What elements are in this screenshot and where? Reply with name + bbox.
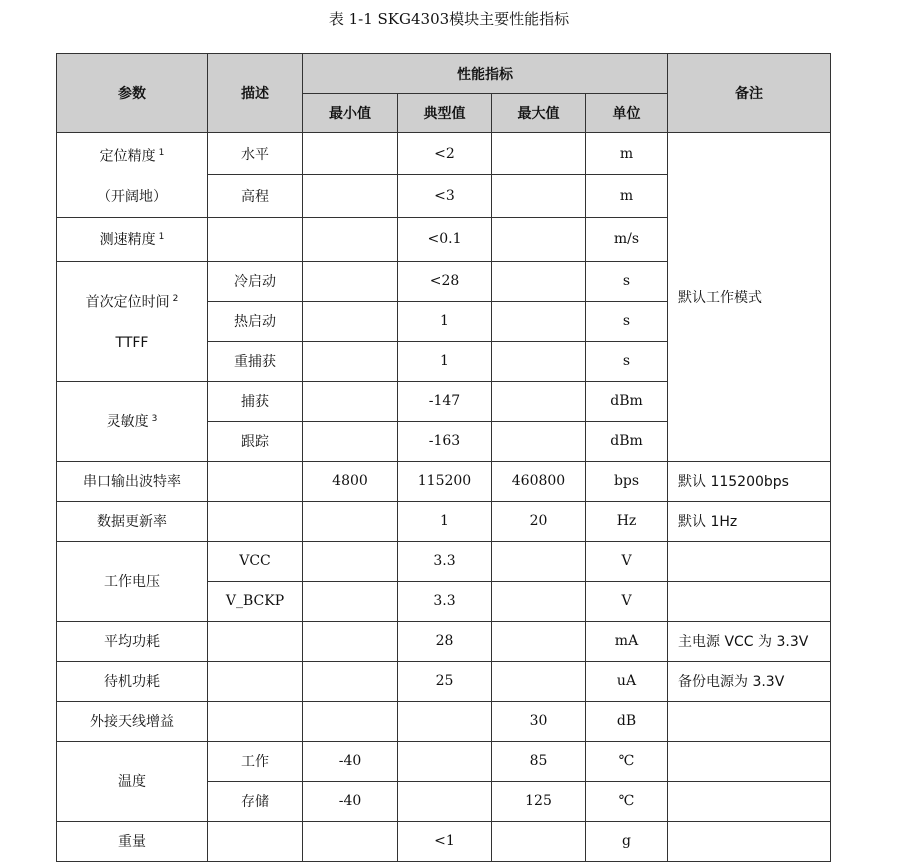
footnote-mark: 1 [158, 231, 165, 242]
unit-cell: dBm [586, 421, 668, 461]
min-cell [303, 501, 398, 541]
unit-cell: dBm [586, 381, 668, 421]
note-cell: 主电源 VCC 为 3.3V [668, 621, 831, 661]
desc-cell [208, 461, 303, 501]
max-cell [492, 581, 586, 621]
max-cell [492, 175, 586, 217]
header-param: 参数 [57, 54, 208, 133]
note-cell [668, 541, 831, 581]
header-note: 备注 [668, 54, 831, 133]
typ-cell: -163 [398, 421, 492, 461]
min-cell [303, 341, 398, 381]
header-desc: 描述 [208, 54, 303, 133]
param-cell: 数据更新率 [57, 501, 208, 541]
param-cell-volt: 工作电压 [57, 541, 208, 621]
note-cell [668, 581, 831, 621]
typ-cell: -147 [398, 381, 492, 421]
max-cell [492, 421, 586, 461]
min-cell [303, 175, 398, 217]
typ-cell: 1 [398, 301, 492, 341]
table-caption: 表 1-1 SKG4303模块主要性能指标 [328, 10, 570, 28]
unit-cell: dB [586, 701, 668, 741]
note-cell-default: 默认工作模式 [668, 133, 831, 462]
min-cell [303, 821, 398, 861]
param-label: 测速精度 [99, 232, 156, 249]
min-cell [303, 541, 398, 581]
desc-cell: 工作 [208, 741, 303, 781]
max-cell: 85 [492, 741, 586, 781]
typ-cell: <2 [398, 133, 492, 175]
desc-cell: 高程 [208, 175, 303, 217]
max-cell [492, 381, 586, 421]
note-cell [668, 821, 831, 861]
header-typ: 典型值 [398, 94, 492, 133]
header-unit: 单位 [586, 94, 668, 133]
unit-cell: s [586, 341, 668, 381]
param-cell [57, 217, 208, 261]
param-label: 定位精度 [99, 148, 156, 165]
max-cell [492, 661, 586, 701]
min-cell: 4800 [303, 461, 398, 501]
min-cell [303, 301, 398, 341]
param-cell: 待机功耗 [57, 661, 208, 701]
param-label: 灵敏度 [106, 414, 149, 431]
typ-cell: 3.3 [398, 581, 492, 621]
header-max: 最大值 [492, 94, 586, 133]
footnote-mark: 1 [158, 148, 165, 158]
note-cell: 默认 1Hz [668, 501, 831, 541]
param-sublabel: （开阔地） [97, 188, 167, 205]
typ-cell: 28 [398, 621, 492, 661]
typ-cell [398, 701, 492, 741]
max-cell [492, 541, 586, 581]
desc-cell: 冷启动 [208, 261, 303, 301]
desc-cell [208, 821, 303, 861]
desc-cell: 水平 [208, 133, 303, 175]
typ-cell: <3 [398, 175, 492, 217]
max-cell: 30 [492, 701, 586, 741]
param-cell-ttff [57, 261, 208, 381]
max-cell [492, 821, 586, 861]
max-cell: 460800 [492, 461, 586, 501]
unit-cell: V [586, 581, 668, 621]
min-cell [303, 261, 398, 301]
max-cell: 20 [492, 501, 586, 541]
param-cell: 串口输出波特率 [57, 461, 208, 501]
typ-cell: 1 [398, 341, 492, 381]
unit-cell: bps [586, 461, 668, 501]
min-cell [303, 421, 398, 461]
min-cell [303, 217, 398, 261]
min-cell [303, 661, 398, 701]
desc-cell [208, 621, 303, 661]
header-perf: 性能指标 [303, 54, 668, 94]
spec-table [56, 53, 831, 862]
typ-cell: 3.3 [398, 541, 492, 581]
param-cell-sens [57, 381, 208, 461]
min-cell [303, 621, 398, 661]
footnote-mark: 3 [151, 413, 158, 424]
min-cell [303, 701, 398, 741]
max-cell: 125 [492, 781, 586, 821]
desc-cell: 存储 [208, 781, 303, 821]
param-cell: 平均功耗 [57, 621, 208, 661]
unit-cell: Hz [586, 501, 668, 541]
desc-cell: 捕获 [208, 381, 303, 421]
param-cell: 外接天线增益 [57, 701, 208, 741]
max-cell [492, 341, 586, 381]
desc-cell [208, 701, 303, 741]
typ-cell: 25 [398, 661, 492, 701]
typ-cell: <0.1 [398, 217, 492, 261]
max-cell [492, 217, 586, 261]
typ-cell [398, 741, 492, 781]
desc-cell [208, 501, 303, 541]
desc-cell: 重捕获 [208, 341, 303, 381]
param-sublabel: TTFF [115, 334, 149, 351]
note-cell [668, 701, 831, 741]
typ-cell [398, 781, 492, 821]
param-cell: 重量 [57, 821, 208, 861]
note-cell [668, 781, 831, 821]
min-cell [303, 381, 398, 421]
unit-cell: m/s [586, 217, 668, 261]
unit-cell: ℃ [586, 781, 668, 821]
desc-cell: 跟踪 [208, 421, 303, 461]
note-cell: 默认 115200bps [668, 461, 831, 501]
typ-cell: <28 [398, 261, 492, 301]
unit-cell: ℃ [586, 741, 668, 781]
unit-cell: uA [586, 661, 668, 701]
unit-cell: m [586, 175, 668, 217]
note-cell: 备份电源为 3.3V [668, 661, 831, 701]
desc-cell: V_BCKP [208, 581, 303, 621]
typ-cell: 115200 [398, 461, 492, 501]
unit-cell: s [586, 261, 668, 301]
max-cell [492, 133, 586, 175]
max-cell [492, 621, 586, 661]
unit-cell: g [586, 821, 668, 861]
param-cell-temp: 温度 [57, 741, 208, 821]
min-cell [303, 581, 398, 621]
unit-cell: mA [586, 621, 668, 661]
min-cell [303, 133, 398, 175]
max-cell [492, 301, 586, 341]
note-cell [668, 741, 831, 781]
param-cell-pos [57, 133, 208, 218]
desc-cell [208, 661, 303, 701]
unit-cell: V [586, 541, 668, 581]
desc-cell: VCC [208, 541, 303, 581]
unit-cell: m [586, 133, 668, 175]
header-min: 最小值 [303, 94, 398, 133]
footnote-mark: 2 [172, 294, 179, 305]
typ-cell: 1 [398, 501, 492, 541]
desc-cell [208, 217, 303, 261]
desc-cell: 热启动 [208, 301, 303, 341]
param-label: 首次定位时间 [85, 294, 170, 311]
max-cell [492, 261, 586, 301]
min-cell: -40 [303, 741, 398, 781]
unit-cell: s [586, 301, 668, 341]
min-cell: -40 [303, 781, 398, 821]
typ-cell: <1 [398, 821, 492, 861]
